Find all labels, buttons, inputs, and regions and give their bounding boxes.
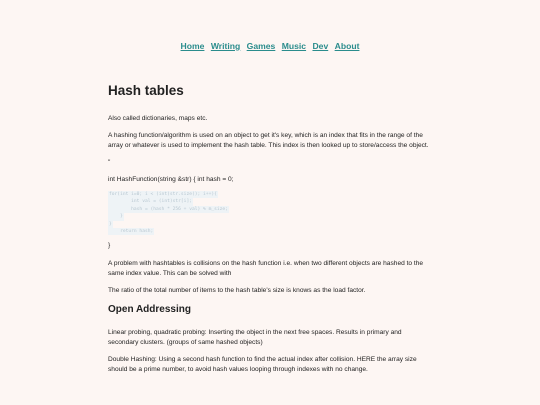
- double-hashing-paragraph: Double Hashing: Using a second hash function to find the actual index after collision. HERE the array size should be a prime number, to avoid hash values looping through indexes with no change.: [108, 356, 417, 374]
- nav-dev-link[interactable]: Dev: [312, 41, 329, 51]
- code-line: }: [109, 214, 123, 220]
- code-line: int val = (int)str[i];: [109, 199, 192, 205]
- article-content: [108, 82, 433, 382]
- closing-brace: }: [108, 242, 111, 250]
- code-line: for(int i=0; i < (int)str.size(); i++){: [109, 192, 217, 197]
- hashing-paragraph: A hashing function/algorithm is used on an object to get it's key, which is an index that fits in the range of the array or whatever is used to implement the hash table. This index is then looked up to store/access the object.: [108, 132, 429, 149]
- nav-music-link[interactable]: Music: [281, 41, 307, 51]
- code-line: hash = (hash * 256 + val) % m_size;: [109, 206, 228, 212]
- page-title: Hash tables: [108, 83, 184, 98]
- code-block: [108, 191, 433, 235]
- code-line: return hash;: [109, 229, 154, 235]
- load-factor-paragraph: The ratio of the total number of items to the hash table's size is knows as the load factor.: [108, 287, 366, 295]
- intro-paragraph: Also called dictionaries, maps etc.: [108, 115, 208, 122]
- quote-mark: ": [108, 159, 111, 166]
- nav-writing-link[interactable]: Writing: [210, 41, 241, 51]
- top-navigation: [0, 41, 540, 51]
- section-heading-open-addressing: Open Addressing: [108, 304, 191, 316]
- collision-paragraph: A problem with hashtables is collisions on the hash function i.e. when two different objects are hashed to the same index value. This can be solved with: [108, 260, 424, 278]
- probing-paragraph: Linear probing, quadratic probing: Inserting the object in the next free spaces. Results in primary and secondary clusters. (groups of same hashed objects): [108, 329, 402, 347]
- nav-games-link[interactable]: Games: [246, 41, 276, 51]
- nav-about-link[interactable]: About: [334, 41, 360, 51]
- nav-home-link[interactable]: Home: [180, 41, 205, 51]
- function-signature: int HashFunction(string &str) { int hash = 0;: [108, 176, 234, 183]
- code-line: }: [109, 221, 112, 227]
